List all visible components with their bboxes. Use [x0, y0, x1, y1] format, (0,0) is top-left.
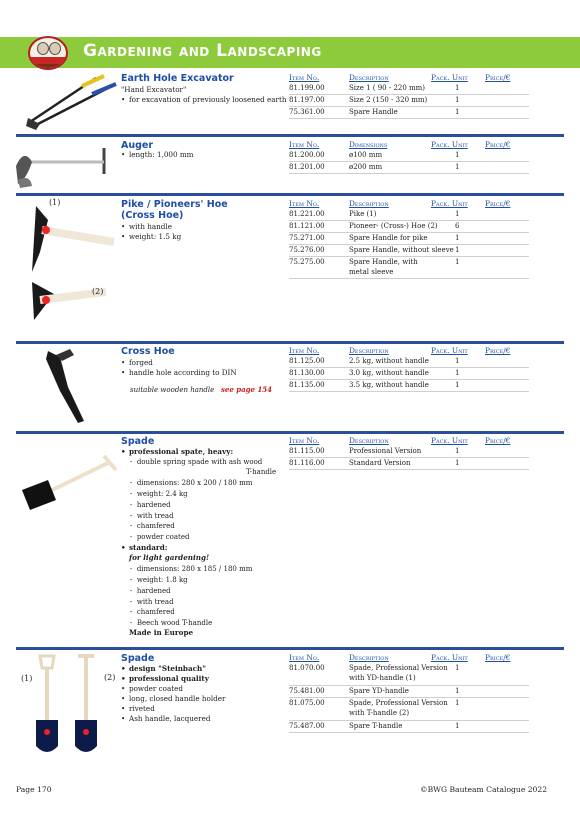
col-header-price: Price/€: [485, 199, 511, 208]
item-number: 81.116.00: [289, 459, 325, 467]
spec-line: - chamfered: [130, 608, 175, 616]
section-title: Auger: [121, 140, 154, 151]
item-description: Spare T-handle: [349, 722, 403, 730]
item-number: 81.130.00: [289, 369, 325, 377]
item-description: Size 2 (150 - 320 mm): [349, 96, 428, 104]
item-pack-unit: 1: [455, 447, 460, 455]
item-number: 81.125.00: [289, 357, 325, 365]
spec-line: - with tread: [130, 598, 174, 606]
item-pack-unit: 1: [455, 246, 460, 254]
item-description: 3.0 kg, without handle: [349, 369, 429, 377]
col-header-price: Price/€: [485, 346, 511, 355]
handle-note: suitable wooden handle see page 154: [130, 385, 273, 394]
section-divider: [16, 134, 564, 137]
section-divider: [16, 431, 564, 434]
col-header-desc: Description: [349, 346, 389, 355]
page-link[interactable]: see page 154: [220, 385, 273, 394]
auger-image: [16, 144, 120, 190]
item-pack-unit: 1: [455, 151, 460, 159]
spec-line: - powder coated: [130, 533, 190, 541]
section-title: Spade: [121, 653, 155, 664]
spec-line: - Beech wood T-handle: [130, 619, 213, 627]
col-header-price: Price/€: [485, 653, 511, 662]
brand-logo: [28, 36, 68, 70]
item-pack-unit: 1: [455, 258, 460, 266]
spec-line: - weight: 1.8 kg: [130, 576, 188, 584]
col-header-desc: Description: [349, 653, 389, 662]
col-header-unit: Pack. Unit: [431, 140, 468, 149]
feature-bullet: • Ash handle, lacquered: [121, 714, 211, 723]
made-in-label: Made in Europe: [129, 628, 194, 637]
item-description: Pioneer- (Cross-) Hoe (2): [349, 222, 438, 230]
spec-line: - with tread: [130, 512, 174, 520]
section-title: Pike / Pioneers' Hoe: [121, 199, 228, 210]
item-number: 81.070.00: [289, 664, 325, 672]
item-description: Spade, Professional Version: [349, 699, 448, 707]
col-header-unit: Pack. Unit: [431, 436, 468, 445]
item-description: Spare Handle, with: [349, 258, 418, 266]
item-pack-unit: 1: [455, 210, 460, 218]
spade-image: [20, 452, 118, 512]
section-divider: [16, 647, 564, 650]
item-description: ø200 mm: [349, 163, 383, 171]
spec-line: - double spring spade with ash wood: [130, 458, 263, 466]
item-pack-unit: 1: [455, 163, 460, 171]
section-title: Spade: [121, 436, 155, 447]
spec-line: - dimensions: 280 x 200 / 180 mm: [130, 479, 253, 487]
item-description: Standard Version: [349, 459, 411, 467]
item-pack-unit: 1: [455, 234, 460, 242]
pike-image: [26, 202, 118, 322]
item-pack-unit: 1: [455, 108, 460, 116]
item-description: 2.5 kg, without handle: [349, 357, 429, 365]
item-pack-unit: 1: [455, 96, 460, 104]
spec-line: - hardened: [130, 501, 171, 509]
item-pack-unit: 6: [455, 222, 460, 230]
col-header-item: Item No.: [289, 653, 320, 662]
callout-label: (1): [49, 198, 61, 207]
item-number: 75.275.00: [289, 258, 325, 266]
callout-label: (2): [104, 673, 116, 682]
spec-line: - hardened: [130, 587, 171, 595]
item-number: 75.481.00: [289, 687, 325, 695]
item-description-cont: with T-handle (2): [349, 709, 410, 717]
col-header-item: Item No.: [289, 140, 320, 149]
section-subtitle: "Hand Excavator": [121, 85, 187, 94]
page-title: Gardening and Landscaping: [83, 41, 322, 61]
feature-bullet: • standard:: [121, 543, 168, 552]
spec-line: - weight: 2.4 kg: [130, 490, 188, 498]
item-number: 81.115.00: [289, 447, 325, 455]
col-header-price: Price/€: [485, 73, 511, 82]
standard-note: for light gardening!: [129, 553, 210, 562]
feature-bullet: • with handle: [121, 222, 172, 231]
feature-bullet: • professional spate, heavy:: [121, 447, 234, 456]
feature-bullet: • riveted: [121, 704, 155, 713]
item-number: 81.135.00: [289, 381, 325, 389]
col-header-unit: Pack. Unit: [431, 346, 468, 355]
item-description-cont: with YD-handle (1): [349, 674, 416, 682]
col-header-unit: Pack. Unit: [431, 653, 468, 662]
feature-bullet: • for excavation of previously loosened earth: [121, 95, 287, 104]
item-number: 81.197.00: [289, 96, 325, 104]
cross-hoe-image: [40, 347, 100, 425]
col-header-price: Price/€: [485, 140, 511, 149]
feature-bullet: • length: 1,000 mm: [121, 150, 194, 159]
item-number: 81.200.00: [289, 151, 325, 159]
item-description: Spare Handle, without sleeve: [349, 246, 454, 254]
item-description: 3.5 kg, without handle: [349, 381, 429, 389]
item-pack-unit: 1: [455, 664, 460, 672]
item-pack-unit: 1: [455, 369, 460, 377]
feature-bullet: • long, closed handle holder: [121, 694, 226, 703]
item-description: ø100 mm: [349, 151, 383, 159]
item-description: Pike (1): [349, 210, 377, 218]
earth-hole-excavator-image: [26, 74, 118, 130]
item-pack-unit: 1: [455, 687, 460, 695]
item-number: 75.276.00: [289, 246, 325, 254]
col-header-item: Item No.: [289, 199, 320, 208]
item-pack-unit: 1: [455, 84, 460, 92]
callout-label: (2): [92, 287, 104, 296]
item-number: 81.199.00: [289, 84, 325, 92]
item-pack-unit: 1: [455, 459, 460, 467]
section-divider: [16, 193, 564, 196]
section-divider: [16, 341, 564, 344]
item-pack-unit: 1: [455, 357, 460, 365]
col-header-dimensions: Dimensions: [349, 140, 388, 149]
section-title: Cross Hoe: [121, 346, 175, 357]
item-number: 75.271.00: [289, 234, 325, 242]
item-number: 81.121.00: [289, 222, 325, 230]
col-header-desc: Description: [349, 73, 389, 82]
callout-label: (1): [21, 674, 33, 683]
feature-bullet: • forged: [121, 358, 153, 367]
col-header-item: Item No.: [289, 346, 320, 355]
feature-bullet: • weight: 1.5 kg: [121, 232, 182, 241]
feature-bullet: • handle hole according to DIN: [121, 368, 237, 377]
item-pack-unit: 1: [455, 722, 460, 730]
feature-bullet: • design "Steinbach": [121, 664, 206, 673]
item-number: 81.201.00: [289, 163, 325, 171]
col-header-unit: Pack. Unit: [431, 73, 468, 82]
spec-line-cont: T-handle: [246, 468, 277, 476]
item-number: 81.221.00: [289, 210, 325, 218]
spec-line: - dimensions: 280 x 185 / 180 mm: [130, 565, 253, 573]
col-header-desc: Description: [349, 436, 389, 445]
page-number: Page 170: [16, 785, 52, 794]
col-header-unit: Pack. Unit: [431, 199, 468, 208]
item-pack-unit: 1: [455, 381, 460, 389]
item-description: Size 1 ( 90 - 220 mm): [349, 84, 426, 92]
col-header-desc: Description: [349, 199, 389, 208]
col-header-item: Item No.: [289, 436, 320, 445]
item-description: Spare YD-handle: [349, 687, 409, 695]
item-description: Spade, Professional Version: [349, 664, 448, 672]
feature-bullet: • professional quality: [121, 674, 209, 683]
spec-line: - chamfered: [130, 522, 175, 530]
item-description: Spare Handle: [349, 108, 398, 116]
copyright: ©BWG Bauteam Catalogue 2022: [420, 785, 548, 794]
item-description-cont: metal sleeve: [349, 268, 394, 276]
section-title: Earth Hole Excavator: [121, 73, 234, 84]
col-header-item: Item No.: [289, 73, 320, 82]
item-number: 81.075.00: [289, 699, 325, 707]
col-header-price: Price/€: [485, 436, 511, 445]
section-title-line2: (Cross Hoe): [121, 210, 184, 221]
steinbach-spade-image: [30, 652, 106, 760]
item-number: 75.361.00: [289, 108, 325, 116]
item-description: Spare Handle for pike: [349, 234, 428, 242]
item-number: 75.487.00: [289, 722, 325, 730]
item-description: Professional Version: [349, 447, 422, 455]
feature-bullet: • powder coated: [121, 684, 184, 693]
item-pack-unit: 1: [455, 699, 460, 707]
